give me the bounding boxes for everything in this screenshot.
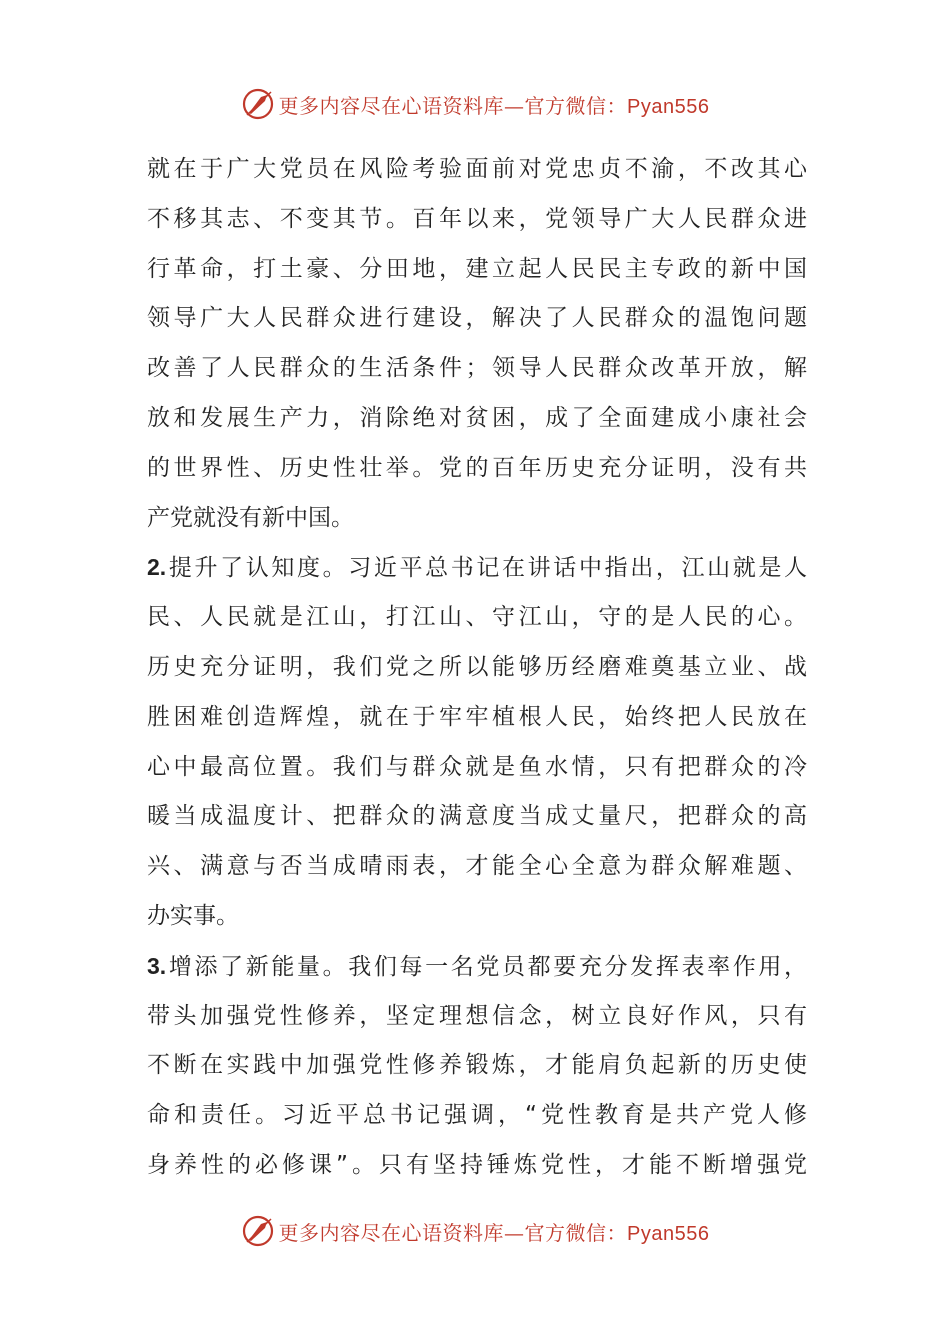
text-line: 办实事。 bbox=[147, 902, 239, 929]
text-line: 心中最高位置。我们与群众就是鱼水情，只有把群众的冷 bbox=[147, 753, 807, 780]
text-line: 带头加强党性修养，坚定理想信念，树立良好作风，只有 bbox=[147, 1002, 807, 1029]
banner-wechat-id: Pyan556 bbox=[627, 1222, 710, 1245]
banner-wechat-label: 官方微信： bbox=[524, 1220, 628, 1245]
banner-separator: — bbox=[504, 1220, 525, 1245]
text-line: 暖当成温度计、把群众的满意度当成丈量尺，把群众的高 bbox=[147, 803, 807, 830]
banner-wechat-label: 官方微信： bbox=[524, 93, 628, 118]
document-body bbox=[147, 145, 807, 1191]
header-banner bbox=[0, 84, 950, 124]
banner-title: 更多内容尽在心语资料库 bbox=[278, 1220, 505, 1245]
text-span: 提升了认知度。习近平总书记在讲话中指出，江山就是人 bbox=[166, 555, 807, 582]
text-line: 历史充分证明，我们党之所以能够历经磨难奠基立业、战 bbox=[147, 653, 807, 680]
text-line: 产党就没有新中国。 bbox=[147, 504, 354, 531]
banner-separator: — bbox=[504, 93, 525, 118]
text-line: 身养性的必修课”。只有坚持锤炼党性，才能不断增强党 bbox=[147, 1151, 807, 1178]
text-line: 兴、满意与否当成晴雨表，才能全心全意为群众解难题、 bbox=[147, 853, 807, 880]
text-line: 命和责任。习近平总书记强调，“党性教育是共产党人修 bbox=[147, 1102, 807, 1129]
text-line: 领导广大人民群众进行建设，解决了人民群众的温饱问题 bbox=[147, 305, 807, 332]
text-line: 行革命，打土豪、分田地，建立起人民民主专政的新中国 bbox=[147, 255, 807, 282]
text-line: 不移其志、不变其节。百年以来，党领导广大人民群众进 bbox=[147, 205, 807, 232]
text-line: 民、人民就是江山，打江山、守江山，守的是人民的心。 bbox=[147, 604, 807, 631]
text-line: 的世界性、历史性壮举。党的百年历史充分证明，没有共 bbox=[147, 454, 807, 481]
banner-title: 更多内容尽在心语资料库 bbox=[278, 93, 505, 118]
numbered-line bbox=[147, 942, 807, 992]
item-number: 3. bbox=[147, 952, 167, 979]
text-line: 不断在实践中加强党性修养锻炼，才能肩负起新的历史使 bbox=[147, 1052, 807, 1079]
text-line: 胜困难创造辉煌，就在于牢牢植根人民，始终把人民放在 bbox=[147, 703, 807, 730]
pen-nib-circle-icon bbox=[241, 1214, 275, 1248]
banner-wechat-id: Pyan556 bbox=[627, 95, 710, 118]
text-line: 改善了人民群众的生活条件；领导人民群众改革开放，解 bbox=[147, 355, 807, 382]
pen-nib-circle-icon bbox=[241, 87, 275, 121]
text-span: 增添了新能量。我们每一名党员都要充分发挥表率作用， bbox=[166, 953, 807, 980]
banner-text bbox=[279, 90, 710, 119]
footer-banner bbox=[0, 1211, 950, 1251]
text-line: 就在于广大党员在风险考验面前对党忠贞不渝，不改其心 bbox=[147, 156, 807, 182]
text-line: 放和发展生产力，消除绝对贫困，成了全面建成小康社会 bbox=[147, 404, 807, 431]
banner-text bbox=[279, 1217, 710, 1246]
numbered-line bbox=[147, 543, 807, 593]
item-number: 2. bbox=[147, 554, 167, 581]
